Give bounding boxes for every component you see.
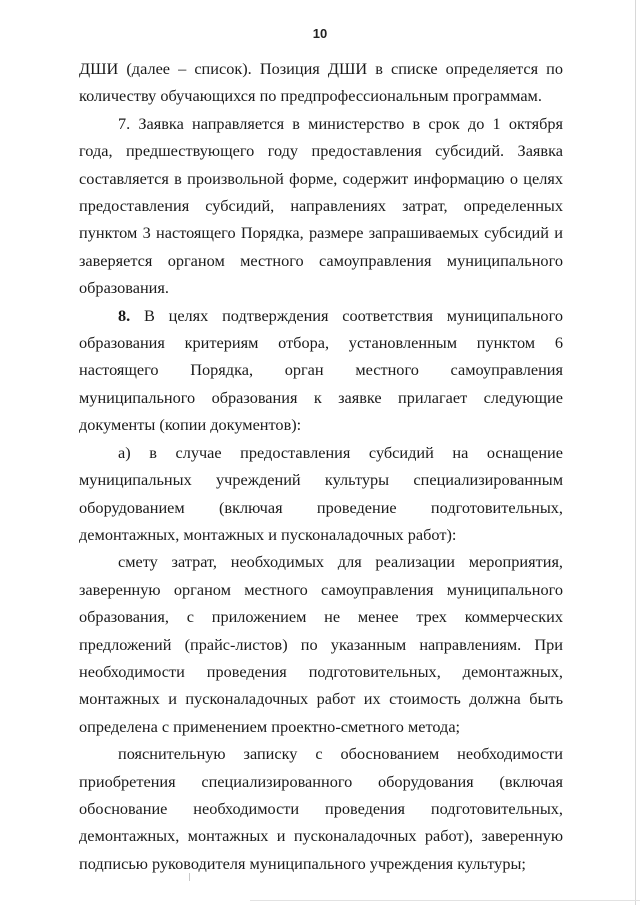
scan-edge-line (635, 0, 636, 905)
scan-speck (189, 873, 190, 881)
paragraph-8 (79, 302, 563, 439)
scan-bottom-line (250, 900, 640, 901)
document-body (79, 55, 563, 877)
paragraph-8-number: 8. (118, 305, 131, 325)
item-estimate: смету затрат, необходимых для реализации мероприятия, заверенную органом местного самоуправления муниципального образования, с приложением не менее трех коммерческих предложений (прайс-листов) по указанным направлениям. При необходимости проведения подготовительных, демонтажных, монтажных и пусконаладочных работ их стоимость должна быть определена с применением проектно-сметного метода; (79, 552, 563, 736)
paragraph-continuation: ДШИ (далее – список). Позиция ДШИ в списке определяется по количеству обучающихся по предпрофессиональным программам. (79, 59, 563, 106)
subparagraph-a: а) в случае предоставления субсидий на оснащение муниципальных учреждений культуры специализированным оборудованием (включая проведение подготовительных, демонтажных, монтажных и пусконаладочных работ): (79, 442, 563, 544)
paragraph-7: 7. Заявка направляется в министерство в срок до 1 октября года, предшествующего году предоставления субсидий. Заявка составляется в произвольной форме, содержит информацию о целях предоставления субсидий, направлениях затрат, определенных пунктом 3 настоящего Порядка, размере запрашиваемых субсидий и заверяется органом местного самоуправления муниципального образования. (79, 113, 563, 298)
paragraph-8-text: В целях подтверждения соответствия муниципального образования критериям отбора, установленным пунктом 6 настоящего Порядка, орган местного самоуправления муниципального образования к заявке прилагает следующие документы (копии документов): (79, 305, 563, 435)
page-number: 10 (312, 26, 328, 41)
item-explanatory-note: пояснительную записку с обоснованием необходимости приобретения специализированного оборудования (включая обоснование необходимости проведения подготовительных, демонтажных, монтажных и пусконаладочных работ), заверенную подписью руководителя муниципального учреждения культуры; (79, 744, 563, 873)
